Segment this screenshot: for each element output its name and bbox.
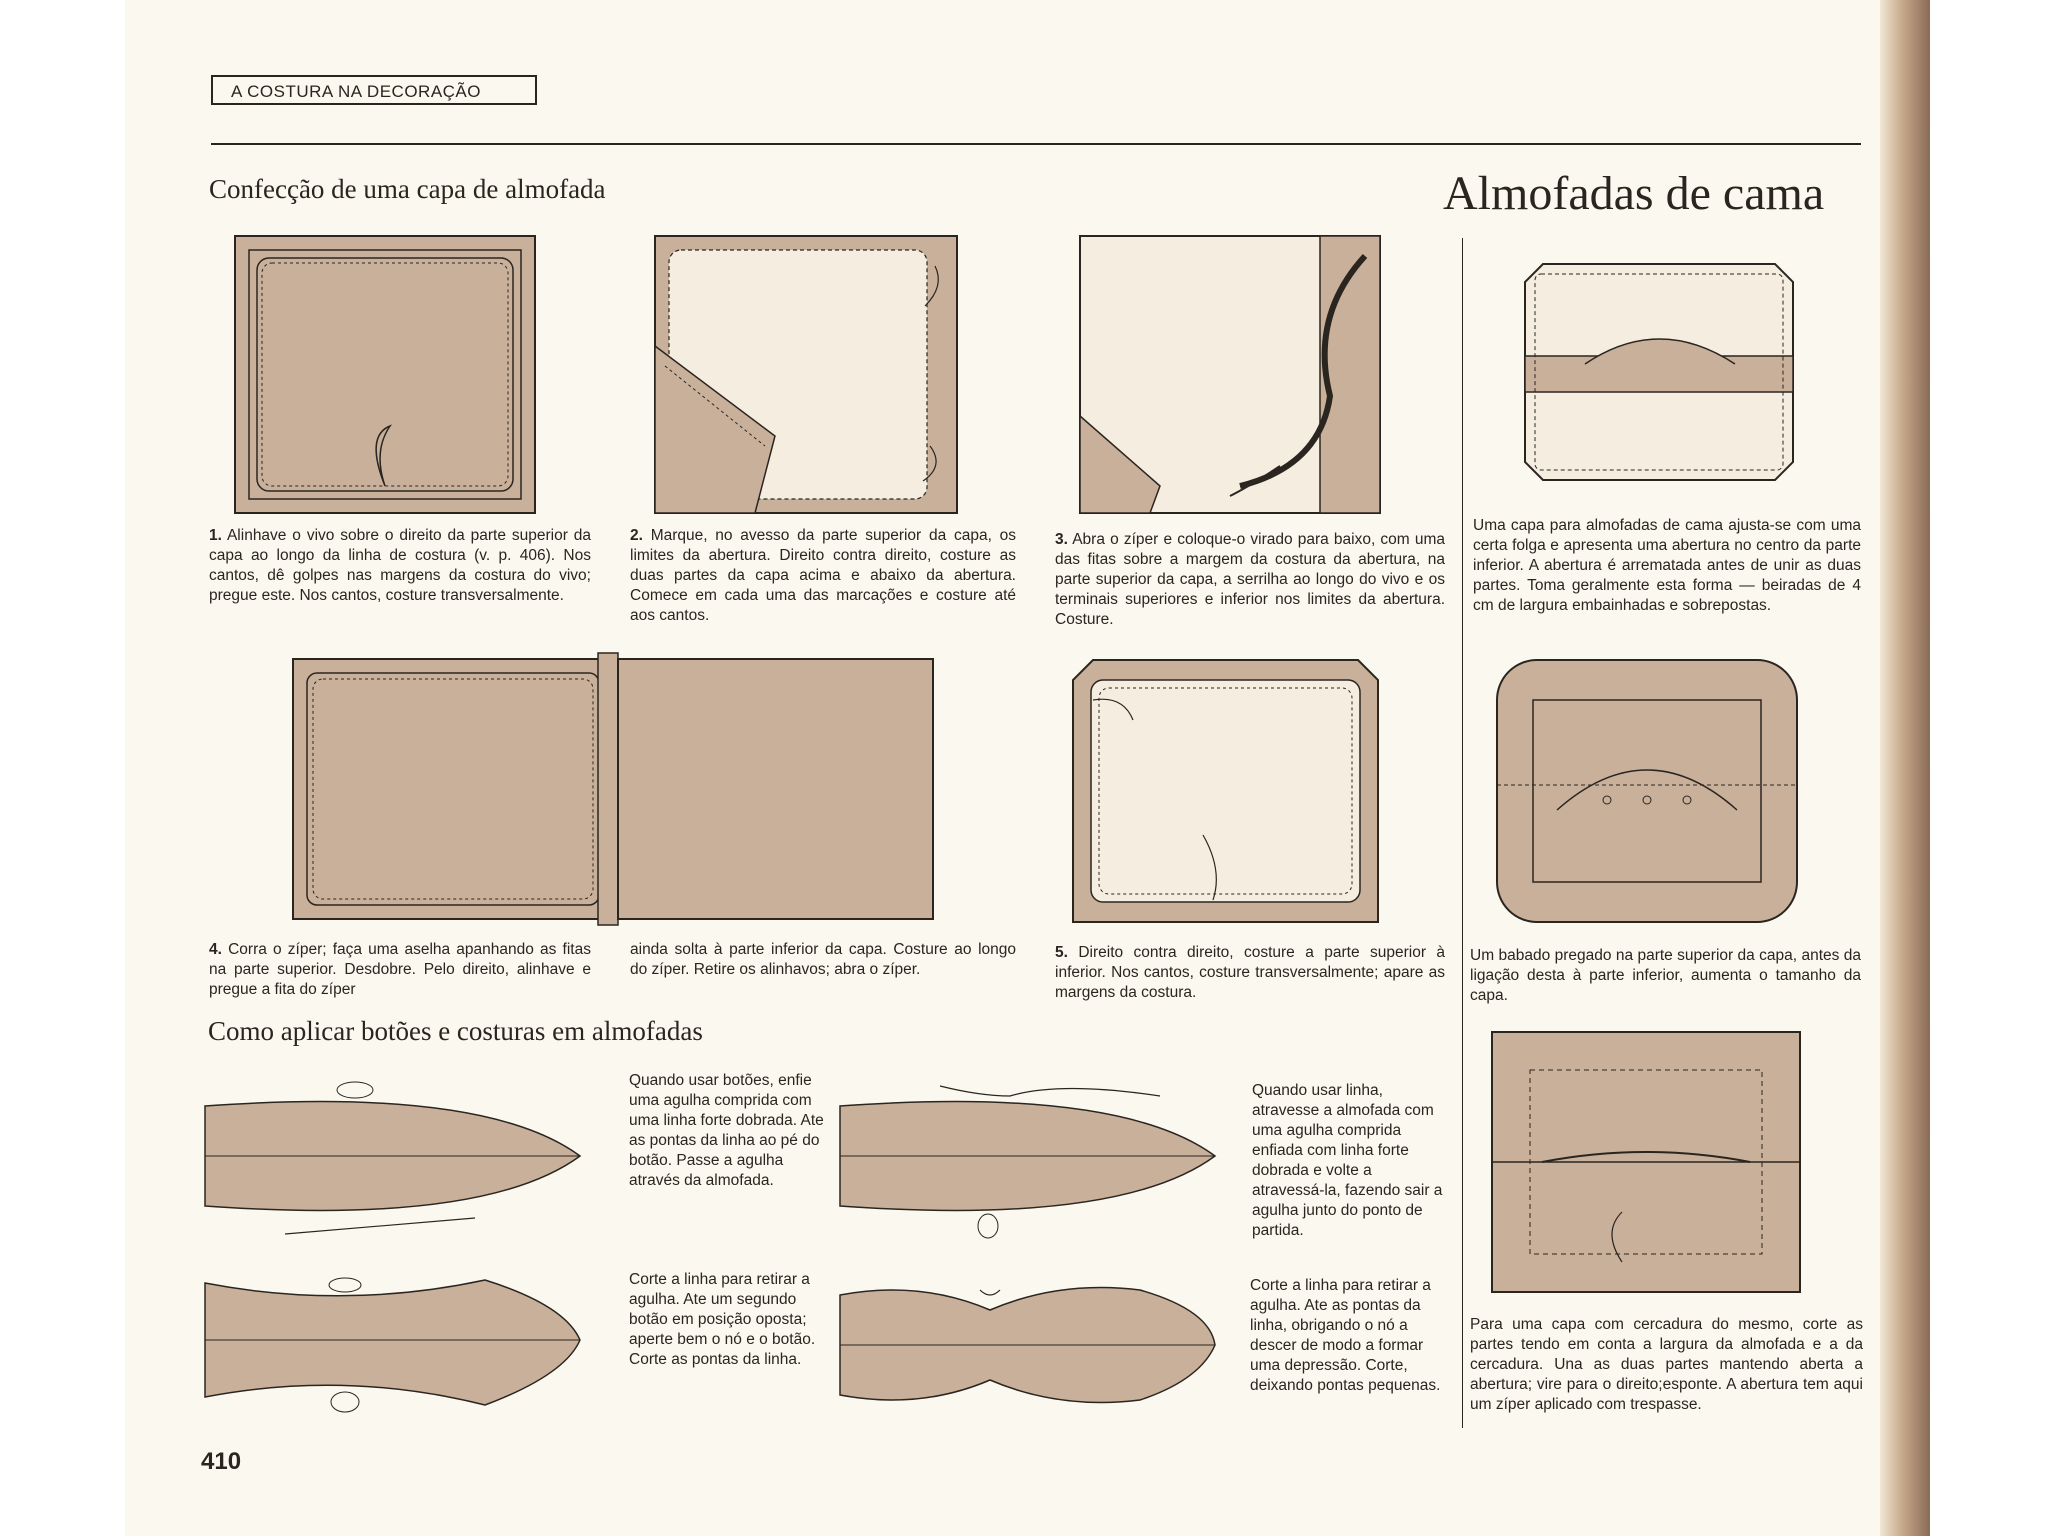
figure-bed-pillow-zipper [1492,1032,1800,1292]
figure-step-5 [1073,660,1378,922]
caption-step-3: 3. Abra o zíper e coloque-o virado para baixo, com uma das fitas sobre a margem da costura da abertura, na parte superior da capa, a serrilha ao longo do vivo e os terminais superiores e inferior nos limites da abertura. Costure. [1055,531,1445,628]
book-spine [1880,0,1930,1536]
figure-bed-pillow-overlap [1525,264,1793,480]
caption-step-1: 1. Alinhave o vivo sobre o direito da parte superior da capa ao longo da linha de costura (v. p. 406). Nos cantos, dê golpes nas margens da costura do vivo; pregue este. Nos cantos, costure transversalmente. [209,527,591,604]
caption-step-4a: 4. Corra o zíper; faça uma aselha apanhando as fitas na parte superior. Desdobre. Pelo direito, alinhave e pregue a fita do zíper [209,941,591,998]
caption-step-5: 5. Direito contra direito, costure a parte superior à inferior. Nos cantos, costure transversalmente; apare as margens da costura. [1055,944,1446,1001]
note-thread-2: Corte a linha para retirar a agulha. Ate as pontas da linha, obrigando o nó a descer de modo a formar uma depressão. Corte, deixando pontas pequenas. [1250,1277,1441,1394]
figure-step-4 [293,653,933,925]
caption-right-2: Um babado pregado na parte superior da capa, antes da ligação desta à parte inferior, aumenta o tamanho da capa. [1470,947,1861,1004]
page-number: 410 [201,1448,242,1475]
note-buttons-2: Corte a linha para retirar a agulha. Ate um segundo botão em posição oposta; aperte bem o nó e o botão. Corte as pontas da linha. [629,1271,816,1368]
figure-step-1 [235,236,535,513]
subheading-capa: Confecção de uma capa de almofada [209,174,606,204]
figure-step-2 [655,236,957,513]
column-divider [1462,238,1463,1428]
note-buttons-1: Quando usar botões, enfie uma agulha comprida com uma linha forte dobrada. Ate as pontas da linha ao pé do botão. Passe a agulha através da almofada. [629,1072,824,1189]
figure-thread-pillow-2 [840,1270,1220,1430]
figure-button-pillow-2 [205,1265,585,1435]
subheading-buttons: Como aplicar botões e costuras em almofadas [208,1016,703,1046]
figure-step-3 [1080,236,1380,513]
figure-button-pillow-1 [205,1076,585,1236]
book-page [125,0,1930,1536]
caption-step-2: 2. Marque, no avesso da parte superior da capa, os limites da abertura. Direito contra direito, costure as duas partes da capa acima e abaixo da abertura. Comece em cada uma das marcações e costure até aos cantos. [630,527,1016,624]
figure-bed-pillow-ruffle [1497,660,1797,922]
caption-right-1: Uma capa para almofadas de cama ajusta-se com uma certa folga e apresenta uma abertura no centro da parte inferior. A abertura é arrematada antes de unir as duas partes. Toma geralmente esta forma — beiradas de 4 cm de largura embainhadas e sobrepostas. [1473,517,1861,614]
page-title: Almofadas de cama [1443,167,1825,220]
section-tag: A COSTURA NA DECORAÇÃO [211,75,537,105]
figure-thread-pillow-1 [840,1076,1220,1236]
header-rule [211,143,1861,145]
note-thread-1: Quando usar linha, atravesse a almofada com uma agulha comprida enfiada com linha forte dobrada e volte a atravessá-la, fazendo sair a agulha junto do ponto de partida. [1252,1082,1443,1239]
caption-right-3: Para uma capa com cercadura do mesmo, corte as partes tendo em conta a largura da almofada e a da cercadura. Una as duas partes mantendo aberta a abertura; vire para o direito;esponte. A abertura tem aqui um zíper aplicado com trespasse. [1470,1316,1863,1413]
caption-step-4b: ainda solta à parte inferior da capa. Costure ao longo do zíper. Retire os alinhavos; abra o zíper. [630,941,1016,978]
